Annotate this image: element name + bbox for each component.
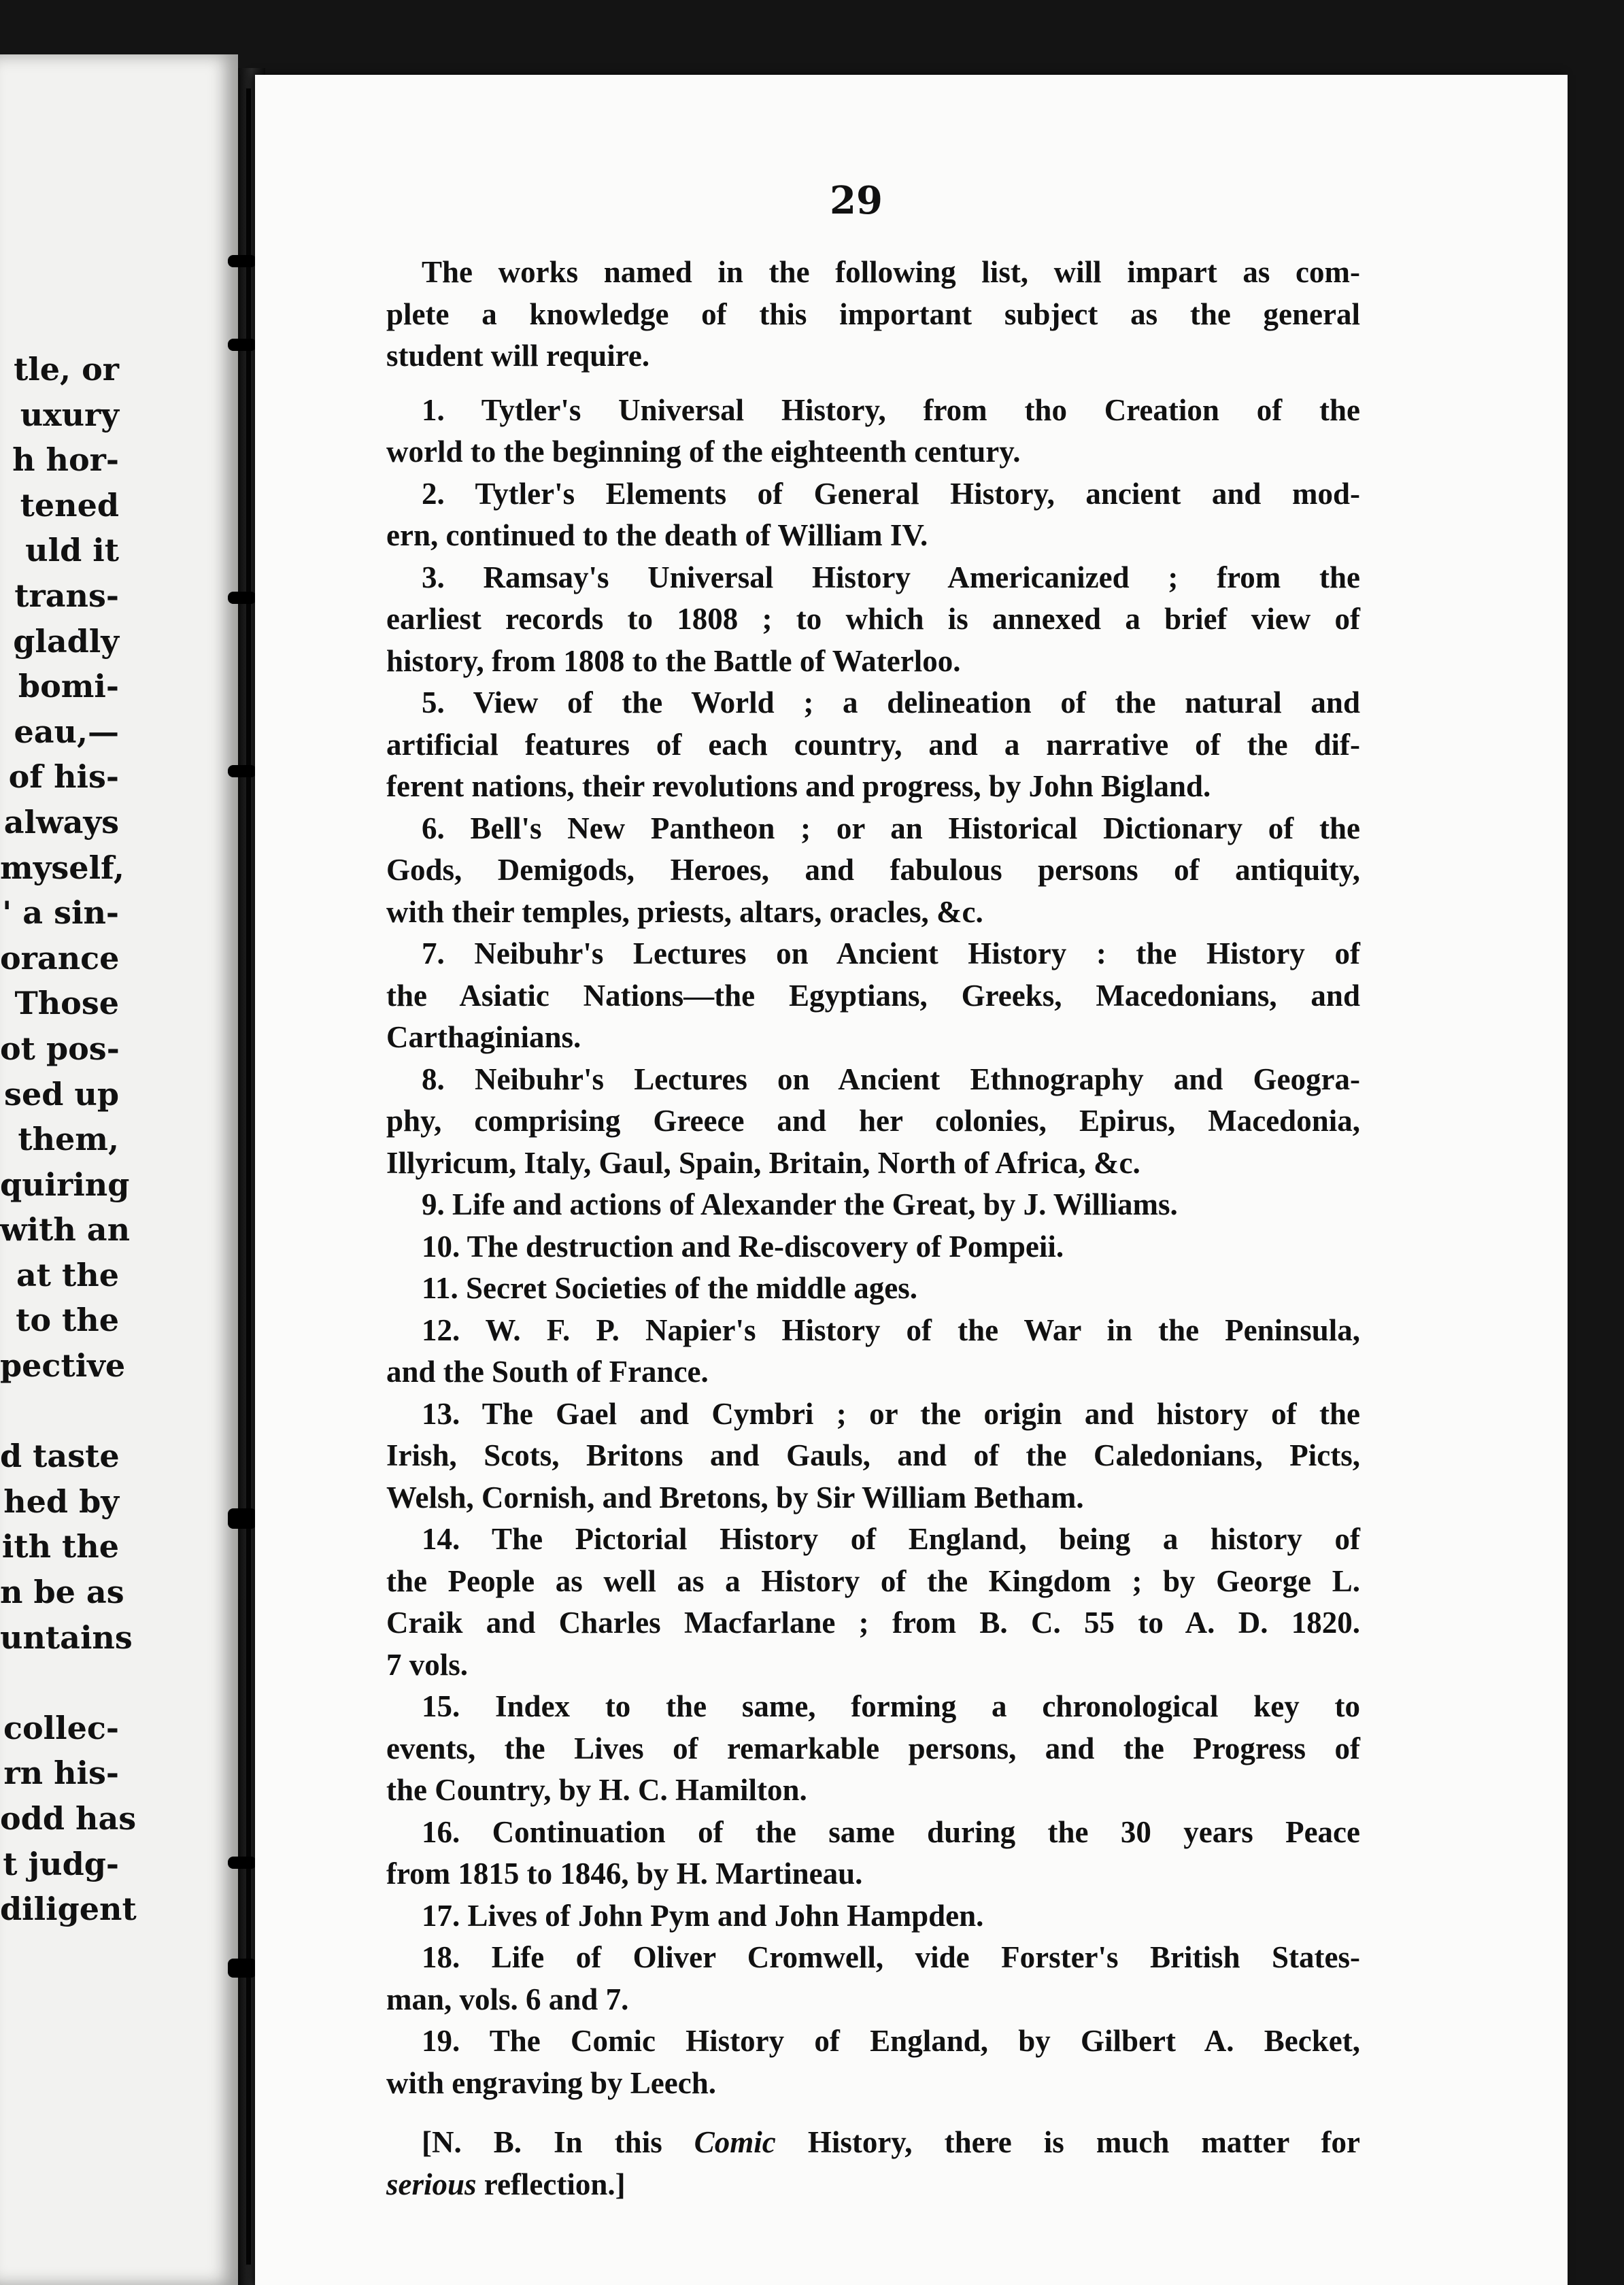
previous-page-fragment <box>0 1389 119 1434</box>
previous-page-text-fragments <box>0 347 137 1932</box>
list-item-line: and the South of France. <box>386 1355 709 1389</box>
note-line <box>386 2122 1360 2164</box>
list-item-line: 17. Lives of John Pym and John Hampden. <box>422 1898 984 1933</box>
list-item-line: 7. Neibuhr's Lectures on Ancient History : the History of <box>422 936 1360 970</box>
previous-page-fragment: orance <box>0 939 120 977</box>
list-item <box>386 808 1360 934</box>
list-item <box>386 1310 1360 1393</box>
note-italic-text: Comic <box>694 2125 776 2159</box>
list-item <box>386 1895 1360 1937</box>
binding-stitch <box>228 1857 256 1869</box>
previous-page-fragment: sed up <box>4 1075 119 1113</box>
list-item-line: 8. Neibuhr's Lectures on Ancient Ethnography and Geogra- <box>422 1062 1360 1096</box>
intro-line: student will require. <box>386 339 650 373</box>
list-item-line: 7 vols. <box>386 1647 469 1682</box>
previous-page-fragment: d taste <box>0 1438 120 1475</box>
previous-page-fragment: Those <box>14 985 119 1022</box>
page-number: 29 <box>830 178 883 223</box>
list-item-line: events, the Lives of remarkable persons, and the Progress of <box>386 1731 1360 1765</box>
list-item-line: Carthaginians. <box>386 1020 581 1054</box>
list-item <box>386 1059 1360 1185</box>
list-item-line: Craik and Charles Macfarlane ; from B. C. 55 to A. D. 1820. <box>386 1606 1360 1640</box>
list-item <box>386 1226 1360 1268</box>
list-item-line: the People as well as a History of the Kingdom ; by George L. <box>386 1563 1360 1598</box>
previous-page-fragment: trans- <box>14 577 119 614</box>
list-item-line: Illyricum, Italy, Gaul, Spain, Britain, North of Africa, &c. <box>386 1145 1140 1180</box>
previous-page-fragment: bomi- <box>18 668 119 705</box>
previous-page-fragment: with an <box>0 1211 131 1249</box>
previous-page-edge <box>0 54 238 2285</box>
note-paragraph <box>386 2122 1360 2205</box>
list-item-line: artificial features of each country, and a narrative of the dif- <box>386 727 1360 762</box>
list-item-line: history, from 1808 to the Battle of Waterloo. <box>386 643 961 678</box>
book-list <box>386 390 1360 2105</box>
binding-stitch <box>228 765 256 777</box>
binding-stitch <box>228 255 256 267</box>
list-item-line: from 1815 to 1846, by H. Martineau. <box>386 1857 863 1891</box>
list-item-line: 11. Secret Societies of the middle ages. <box>422 1271 918 1305</box>
list-item-line: 6. Bell's New Pantheon ; or an Historical Dictionary of the <box>422 811 1360 845</box>
note-text: History, there is much matter for <box>775 2125 1360 2159</box>
previous-page-fragment: at the <box>16 1256 119 1293</box>
list-item <box>386 682 1360 808</box>
list-item <box>386 2020 1360 2104</box>
note-line <box>386 2164 1360 2206</box>
previous-page-fragment: to the <box>16 1302 119 1339</box>
list-item-line: Irish, Scots, Britons and Gauls, and of the Caledonians, Picts, <box>386 1438 1360 1472</box>
previous-page-fragment: always <box>3 803 119 841</box>
intro-line: The works named in the following list, will impart as com- <box>422 255 1360 289</box>
list-item-line: world to the beginning of the eighteenth century. <box>386 435 1021 469</box>
list-item-line: with their temples, priests, altars, oracles, &c. <box>386 894 983 929</box>
list-item-line: 12. W. F. P. Napier's History of the War in the Peninsula, <box>422 1313 1360 1347</box>
previous-page-fragment: tened <box>20 486 119 524</box>
list-item <box>386 1686 1360 1812</box>
previous-page-fragment: pective <box>0 1347 126 1385</box>
list-item-line: 18. Life of Oliver Cromwell, vide Forster's British States- <box>422 1940 1360 1974</box>
binding-stitch <box>228 592 256 604</box>
previous-page-fragment: ' a sin- <box>2 894 119 932</box>
list-item-line: earliest records to 1808 ; to which is annexed a brief view of <box>386 602 1360 636</box>
previous-page-fragment: n be as <box>0 1574 124 1611</box>
list-item <box>386 1937 1360 2020</box>
previous-page-fragment: them, <box>18 1121 119 1158</box>
previous-page-fragment: eau,— <box>14 713 119 750</box>
previous-page-fragment <box>0 1660 119 1706</box>
list-item-line: 13. The Gael and Cymbri ; or the origin and history of the <box>422 1396 1360 1431</box>
list-item-line: 3. Ramsay's Universal History Americanized ; from the <box>422 560 1360 594</box>
list-item-line: 15. Index to the same, forming a chronological key to <box>422 1689 1360 1723</box>
list-item <box>386 1184 1360 1226</box>
list-item <box>386 1393 1360 1519</box>
list-item-line: with engraving by Leech. <box>386 2065 717 2100</box>
binding-stitch <box>228 1508 256 1529</box>
binding-stitch <box>228 339 256 351</box>
previous-page-fragment: diligent <box>0 1891 137 1928</box>
list-item-line: 16. Continuation of the same during the 30 years Peace <box>422 1814 1360 1849</box>
list-item <box>386 1812 1360 1895</box>
previous-page-fragment: myself, <box>0 849 124 886</box>
previous-page-fragment: untains <box>0 1619 133 1656</box>
list-item <box>386 1268 1360 1310</box>
previous-page-fragment: uxury <box>20 396 119 433</box>
previous-page-fragment: t judg- <box>3 1845 119 1882</box>
previous-page-fragment: collec- <box>3 1709 119 1746</box>
list-item <box>386 557 1360 683</box>
previous-page-fragment: odd has <box>0 1800 137 1837</box>
previous-page-fragment: gladly <box>13 622 119 660</box>
list-item-line: the Asiatic Nations—the Egyptians, Greeks, Macedonians, and <box>386 978 1360 1013</box>
previous-page-fragment: ot pos- <box>0 1030 120 1067</box>
list-item-line: 1. Tytler's Universal History, from tho Creation of the <box>422 392 1360 427</box>
page-body <box>386 252 1360 2205</box>
list-item-line: man, vols. 6 and 7. <box>386 1982 629 2016</box>
list-item-line: the Country, by H. C. Hamilton. <box>386 1773 807 1807</box>
previous-page-fragment: rn his- <box>3 1755 119 1792</box>
previous-page-fragment: quiring <box>0 1166 130 1203</box>
list-item <box>386 1519 1360 1686</box>
previous-page-fragment: ith the <box>1 1528 119 1565</box>
list-item-line: Welsh, Cornish, and Bretons, by Sir William Betham. <box>386 1480 1084 1514</box>
previous-page-fragment: h hor- <box>12 441 119 479</box>
list-item <box>386 390 1360 473</box>
list-item-line: 2. Tytler's Elements of General History, ancient and mod- <box>422 476 1360 511</box>
list-item-line: 19. The Comic History of England, by Gilbert A. Becket, <box>422 2024 1360 2058</box>
list-item-line: ferent nations, their revolutions and progress, by John Bigland. <box>386 769 1211 803</box>
note-italic-text: serious <box>386 2167 477 2201</box>
note-text: reflection.] <box>476 2167 626 2201</box>
note-text: [N. B. In this <box>422 2125 694 2159</box>
intro-paragraph <box>386 252 1360 377</box>
list-item-line: 10. The destruction and Re-discovery of Pompeii. <box>422 1229 1064 1264</box>
intro-line: plete a knowledge of this important subject as the general <box>386 297 1360 331</box>
binding-thread <box>246 88 251 2265</box>
list-item-line: 14. The Pictorial History of England, being a history of <box>422 1522 1360 1556</box>
list-item <box>386 473 1360 557</box>
previous-page-fragment: uld it <box>25 532 119 569</box>
previous-page-fragment: of his- <box>8 758 119 796</box>
list-item-line: 9. Life and actions of Alexander the Great, by J. Williams. <box>422 1187 1178 1221</box>
list-item-line: Gods, Demigods, Heroes, and fabulous persons of antiquity, <box>386 853 1360 887</box>
list-item <box>386 933 1360 1059</box>
list-item-line: phy, comprising Greece and her colonies, Epirus, Macedonia, <box>386 1104 1360 1138</box>
list-item-line: ern, continued to the death of William IV. <box>386 518 928 552</box>
previous-page-fragment: tle, or <box>14 351 119 388</box>
list-item-line: 5. View of the World ; a delineation of the natural and <box>422 686 1360 720</box>
previous-page-fragment: hed by <box>3 1483 119 1520</box>
binding-stitch <box>228 1959 256 1978</box>
